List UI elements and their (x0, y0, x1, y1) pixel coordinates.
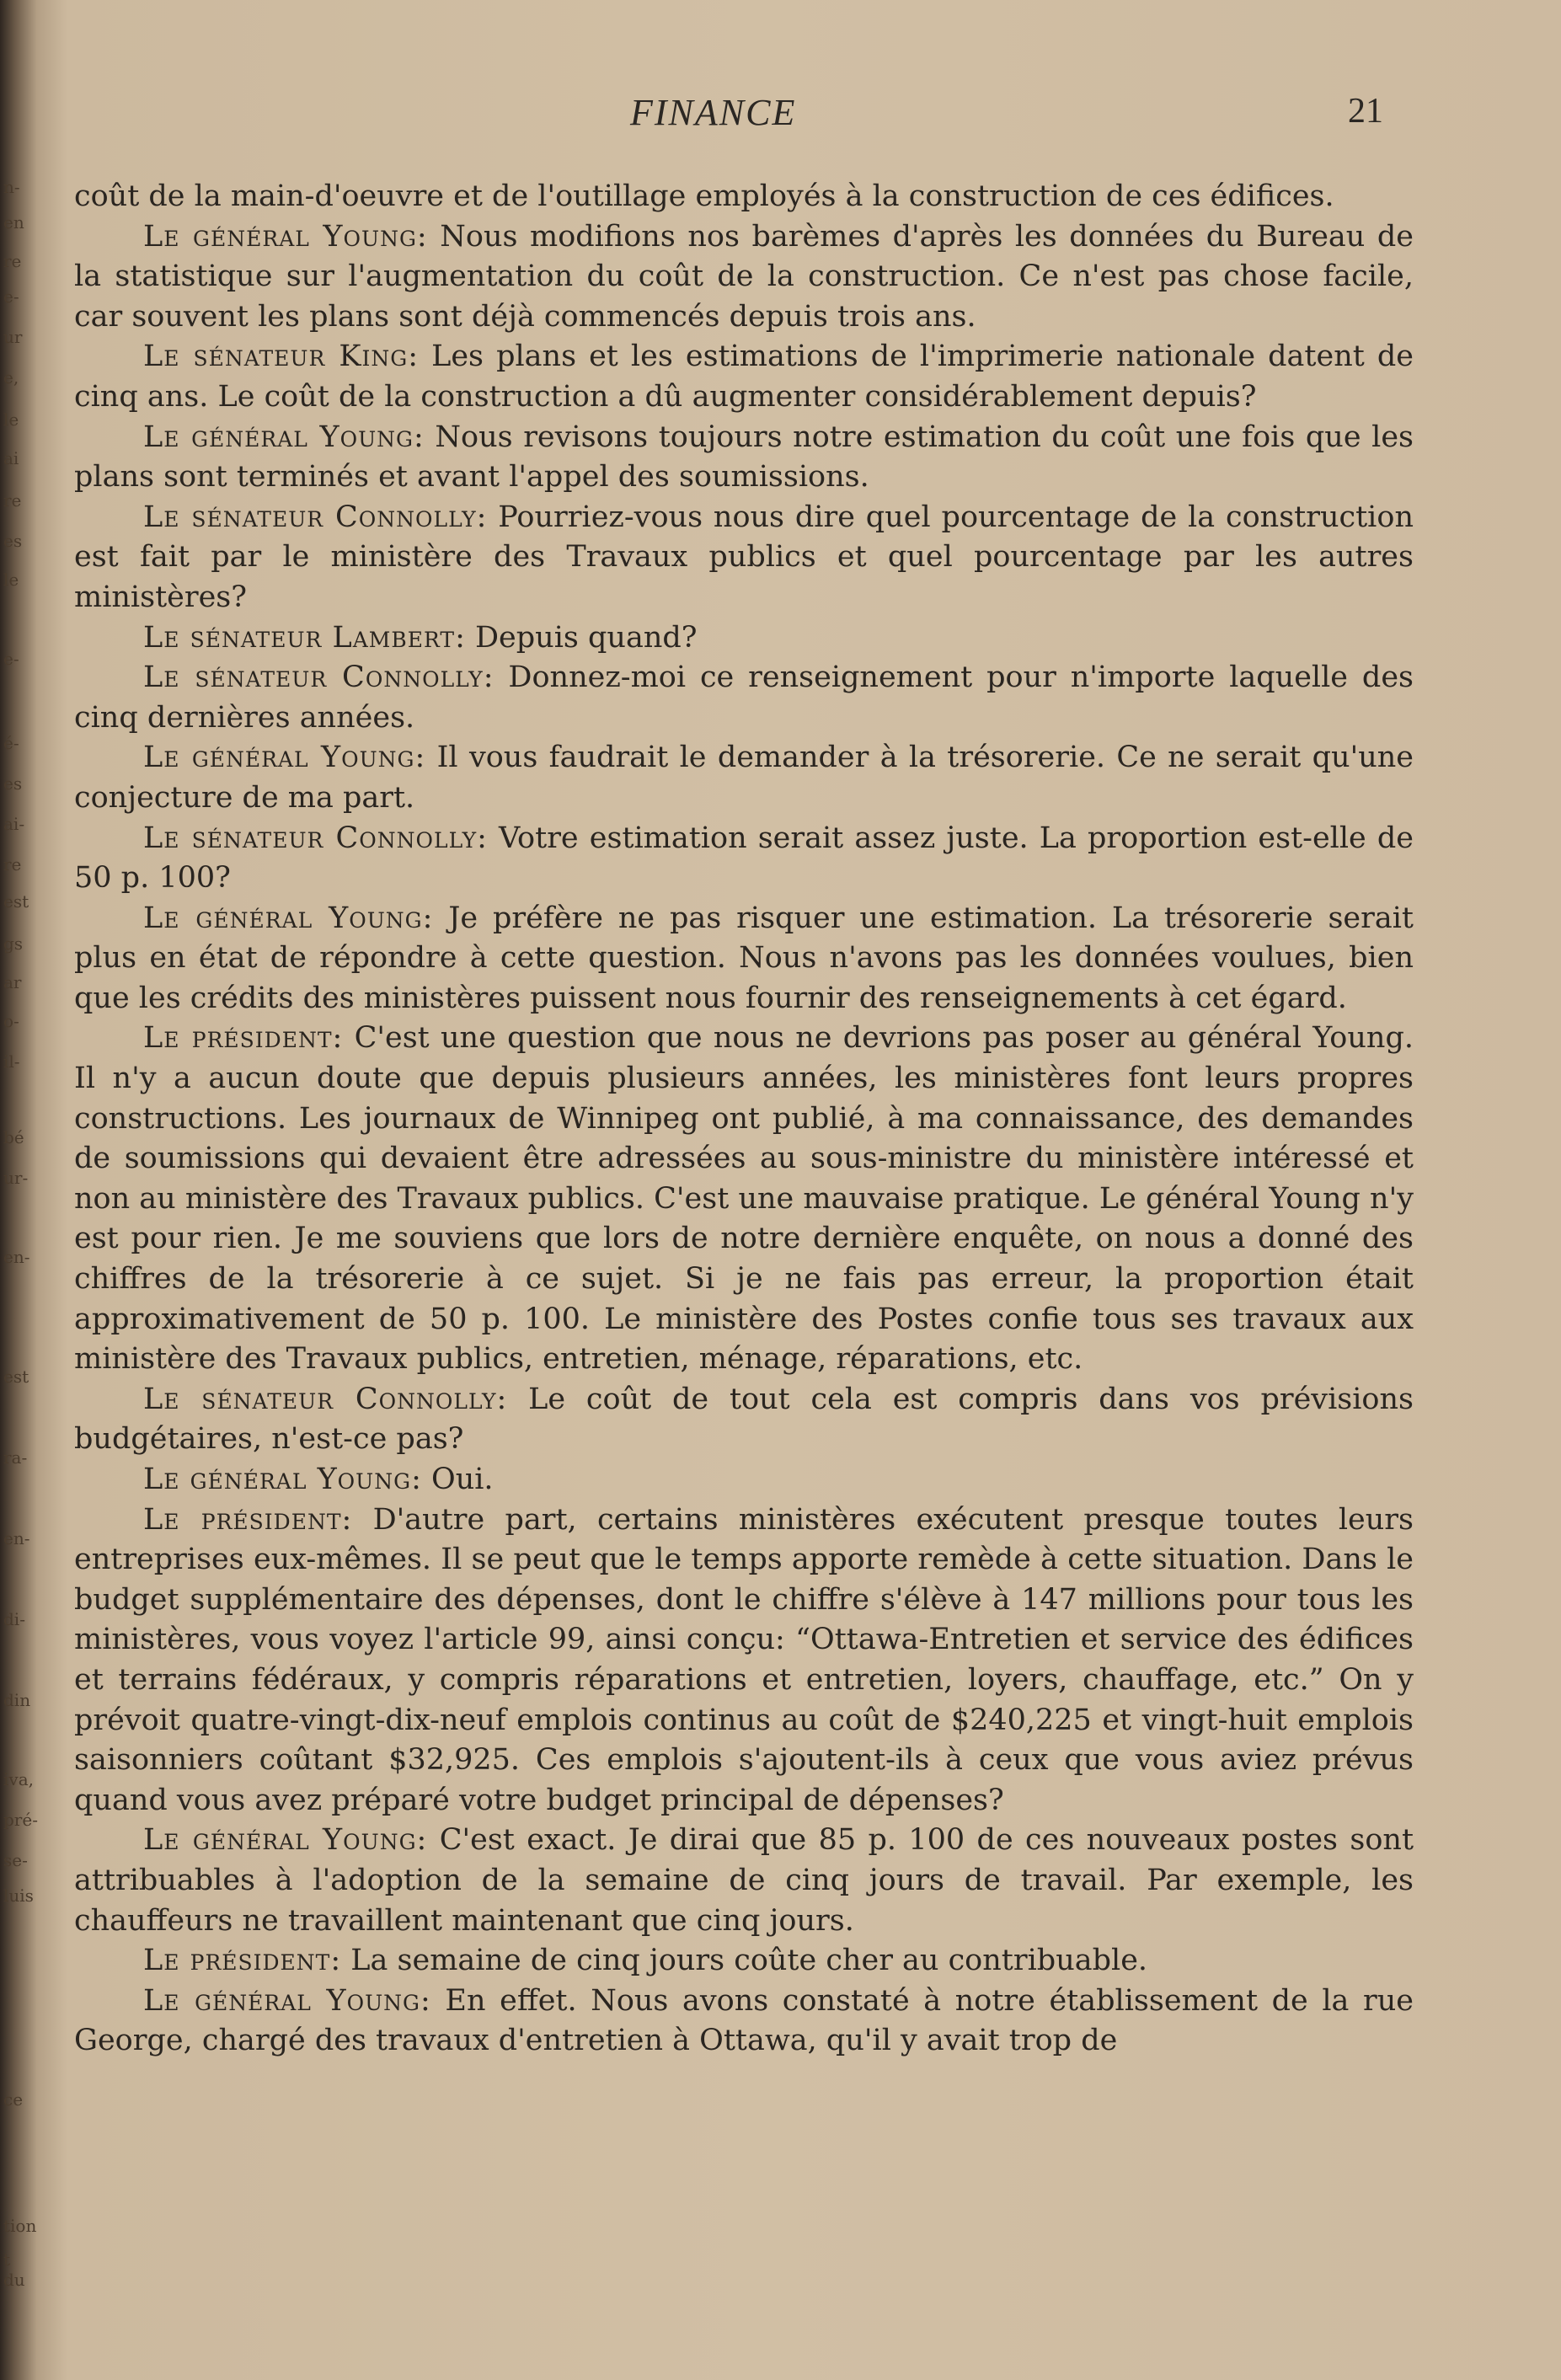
speaker-label: Le président: (143, 1021, 344, 1056)
margin-fragment: e- (3, 286, 19, 307)
speaker-label: Le sénateur King: (143, 340, 420, 374)
paragraph-text: En effet. Nous avons constaté à notre établissement de la rue George, chargé des travaux d'entretien à Ottawa, qu'il y avait trop de (74, 1983, 1414, 2058)
paragraph (74, 618, 1414, 659)
running-head: FINANCE (630, 92, 797, 133)
margin-fragment: bé (3, 1127, 24, 1147)
margin-fragment: o- (3, 1011, 19, 1031)
margin-fragment: il- (3, 1051, 20, 1072)
margin-fragment: est (3, 1366, 29, 1387)
speaker-label: Le général Young: (143, 1983, 431, 2018)
speaker-label: Le général Young: (143, 1463, 422, 1496)
margin-fragment: es (3, 531, 23, 551)
margin-fragment: re (3, 854, 22, 874)
paragraph-text: Nous revisons toujours notre estimation du coût une fois que les plans sont terminés et avant l'appel des soumissions. (74, 420, 1414, 495)
speaker-label: Le président: (143, 1502, 353, 1537)
margin-fragment: se- (3, 1850, 28, 1870)
paragraph (74, 177, 1414, 217)
paragraph-text: coût de la main-d'oeuvre et de l'outillage employés à la construction de ces édifices. (74, 179, 1334, 213)
paragraph (74, 1019, 1414, 1379)
paragraph (74, 658, 1414, 738)
paragraph-text: La semaine de cinq jours coûte cher au contribuable. (341, 1944, 1148, 1978)
margin-fragment: n- (3, 177, 20, 197)
margin-fragment: ur- (3, 1168, 29, 1188)
paragraph-text: Pourriez-vous nous dire quel pourcentage de la construction est fait par le ministère des Travaux publics et quel pourcentage par les autres ministères? (74, 500, 1414, 614)
paragraph (74, 738, 1414, 818)
speaker-label: Le sénateur Lambert: (143, 620, 466, 655)
speaker-label: Le président: (143, 1944, 342, 1978)
paragraph-text: Il vous faudrait le demander à la trésorerie. Ce ne serait qu'une conjecture de ma part. (74, 741, 1414, 815)
paragraph (74, 1821, 1414, 1941)
margin-fragment: e, (3, 367, 19, 388)
speaker-label: Le général Young: (143, 901, 434, 935)
paragraph-text: Nous modifions nos barèmes d'après les données du Bureau de la statistique sur l'augmentation du coût de la construction. Ce n'est pas chose facile, car souvent les plans sont déjà commencés depuis trois ans. (74, 219, 1414, 334)
binding-edge-text-fragments (0, 160, 37, 2351)
speaker-label: Le sénateur Connolly: (143, 1382, 508, 1416)
margin-fragment: gs (3, 933, 24, 954)
paragraph-text: Les plans et les estimations de l'imprimerie nationale datent de cinq ans. Le coût de la construction a dû augmenter considérablement depuis? (74, 340, 1414, 414)
margin-fragment: ur (3, 327, 23, 347)
speaker-label: Le sénateur Connolly: (143, 500, 488, 534)
margin-fragment: le (3, 570, 19, 590)
margin-fragment: ce (3, 2089, 24, 2110)
paragraph (74, 498, 1414, 618)
paragraph-text: Je préfère ne pas risquer une estimation. La trésorerie serait plus en état de répondre à cette question. Nous n'avons pas les données voulues, bien que les crédits des ministères puissent nous fournir des renseignements à cet égard. (74, 901, 1414, 1015)
paragraph (74, 418, 1414, 498)
margin-fragment: en- (3, 1247, 30, 1267)
margin-fragment: es (3, 773, 23, 794)
margin-fragment: iva, (3, 1769, 34, 1789)
page-header (0, 91, 1561, 142)
paragraph (74, 899, 1414, 1019)
paragraph (74, 819, 1414, 899)
paragraph-text: C'est une question que nous ne devrions pas poser au général Young. Il n'y a aucun doute que depuis plusieurs années, les ministères font leurs propres constructions. Les journaux de Winnipeg ont publié, à ma connaissance, des demandes de soumissions qui devaient être adressées au sous-ministre du ministère intéressé et non au ministère des Travaux publics. C'est une mauvaise pratique. Le général Young n'y est pour rien. Je me souviens que lors de notre dernière enquête, on nous a donné des chiffres de la trésorerie à ce sujet. Si je ne fais pas erreur, la proportion était approximativement de 50 p. 100. Le ministère des Postes confie tous ses travaux aux ministère des Travaux publics, entretien, ménage, réparations, etc. (74, 1021, 1414, 1377)
paragraph-text: D'autre part, certains ministères exécutent presque toutes leurs entreprises eux-mêmes. Il se peut que le temps apporte remède à cette situation. Dans le budget supplémentaire des dépenses, dont le chiffre s'élève à 147 millions pour tous les ministères, vous voyez l'article 99, ainsi conçu: “Ottawa-Entretien et service des édifices et terrains fédéraux, y compris réparations et entretien, loyers, chauffage, etc.” On y prévoit quatre-vingt-dix-neuf emplois continus au coût de $240,225 et vingt-huit emplois saisonniers coûtant $32,925. Ces emplois s'ajoutent-ils à ceux que vous aviez prévus quand vous avez préparé votre budget principal de dépenses? (74, 1502, 1414, 1817)
paragraph-text: Oui. (421, 1463, 494, 1496)
margin-fragment: t du (3, 2249, 25, 2290)
margin-fragment: tion (3, 2216, 37, 2236)
paragraph (74, 1982, 1414, 2062)
margin-fragment: luis (3, 1885, 34, 1906)
paragraph-text: Donnez-moi ce renseignement pour n'importe laquelle des cinq dernières années. (74, 661, 1414, 735)
margin-fragment: é- (3, 733, 19, 753)
paragraph (74, 1941, 1414, 1982)
speaker-label: Le sénateur Connolly: (143, 661, 494, 695)
margin-fragment: ra- (3, 1447, 28, 1468)
body-text (74, 177, 1414, 2062)
paragraph-text: C'est exact. Je dirai que 85 p. 100 de ces nouveaux postes sont attribuables à l'adoption de la semaine de cinq jours de travail. Par exemple, les chauffeurs ne travaillent maintenant que cinq jours. (74, 1823, 1414, 1938)
margin-fragment: din (3, 1690, 31, 1710)
speaker-label: Le sénateur Connolly: (143, 821, 488, 855)
page-number: 21 (1348, 92, 1383, 131)
margin-fragment: ar (3, 972, 22, 992)
speaker-label: Le général Young: (143, 420, 425, 454)
paragraph-text: Le coût de tout cela est compris dans vos prévisions budgétaires, n'est-ce pas? (74, 1382, 1414, 1457)
paragraph (74, 217, 1414, 338)
margin-fragment: pré- (3, 1810, 38, 1830)
margin-fragment: re (3, 251, 22, 271)
speaker-label: Le général Young: (143, 1823, 428, 1858)
margin-fragment: en (3, 212, 24, 233)
margin-fragment: di- (3, 1609, 25, 1629)
paragraph (74, 1460, 1414, 1500)
paragraph-text: Votre estimation serait assez juste. La proportion est-elle de 50 p. 100? (74, 821, 1414, 896)
margin-fragment: e- (3, 649, 19, 669)
margin-fragment: est (3, 891, 29, 912)
paragraph (74, 337, 1414, 417)
paragraph-text: Depuis quand? (465, 620, 698, 655)
speaker-label: Le général Young: (143, 219, 428, 254)
margin-fragment: re (3, 490, 22, 511)
margin-fragment: ai (3, 448, 19, 468)
margin-fragment: le (3, 409, 19, 430)
speaker-label: Le général Young: (143, 741, 426, 775)
paragraph (74, 1500, 1414, 1821)
margin-fragment: ai- (3, 814, 25, 834)
margin-fragment: en- (3, 1528, 30, 1548)
paragraph (74, 1380, 1414, 1460)
